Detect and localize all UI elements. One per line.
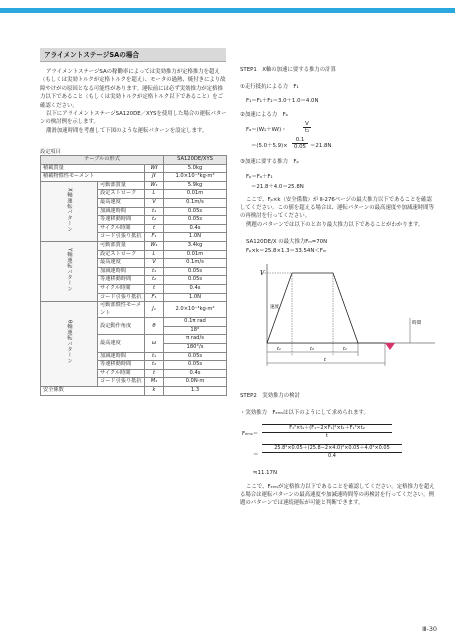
row-symbol: t [145,369,164,378]
fraction: $\frac{\text{25.8²×0.05＋(25.8−2×4.0)²×0.05＋4.0²×0.05}}{0.4}$ [262,444,402,459]
table-row [41,387,227,396]
row-value: π rad/s 180°/s [164,335,227,352]
step2-title: STEP2 実効推力の検討 [240,393,300,399]
step1-s3: ③加速に要する推力 Fₚ [240,159,299,165]
page-number: Ⅲ-30 [422,625,437,633]
row-symbol: k [145,387,164,396]
row-symbol: Wℓ [145,164,164,173]
row-value: 1.3 [164,387,227,396]
table-row [41,181,227,190]
row-value: 0.05s [164,352,227,361]
step1-p1: ここで、Fₚ×k（安全係数）が Ⅱ-276ページの最大推力以下であることを確認してください。この値を超える場合は、運転パターンの最高速度や加減速時間等の再検討を行ってください。 [240,197,434,219]
row-symbol: t₁ [145,207,164,216]
step1-s2: ②加速による力 Fₐ [240,112,288,118]
row-symbol: F₁ [145,293,164,302]
row-value: 0.1m/s [164,198,227,207]
step2-p1: ここで、Fₑₘₛが定格推力以下であることを確認してください。定格推力を超える場合は運転パターンの最高速度や加減速時間等の再検討を行ってください。例題のパターンでは連続運転が可能と判断できます。 [240,484,435,506]
row-label: 等速移動時間 [98,216,145,225]
row-symbol: t [145,224,164,233]
step1-f2a: Fₐ＝(W₁＋Wℓ)・ [246,127,287,133]
step1-title: STEP1 X軸の加速に要する推力の計算 [240,67,336,73]
row-value: 5.9kg [164,181,227,190]
row-value: 1.0N [164,293,227,302]
conditions-title: 設定項目 [40,149,61,155]
row-label: 積載質量 [41,164,145,173]
row-symbol: L [145,250,164,259]
velocity-profile-diagram [240,258,440,368]
row-label: 設定動作角度 [98,318,145,335]
row-symbol: L [145,190,164,199]
row-symbol: t₂ [145,276,164,285]
row-label: 等速移動時間 [98,361,145,370]
row-label: 最高速度 [98,198,145,207]
time-label: 時間 [412,321,422,326]
step1-p4: Fₚ×k＝25.8×1.3＝33.54N＜Fₘ [246,248,327,254]
row-value: 0.4s [164,369,227,378]
row-value: 0.01m [164,190,227,199]
row-value: 2.0×10⁻⁴kg·m² [164,302,227,318]
group-label: θ軸運転パターン [41,302,98,387]
step2-f3: ≒11.17N [253,470,277,476]
row-label: サイクル時間 [98,224,145,233]
step2-s1: ・実効推力 Fₑₘₛは以下のようにして求められます。 [240,410,369,416]
row-symbol: t₂ [145,216,164,225]
step1-s1: ①走行抵抗による力 F₁ [240,84,299,90]
row-label: 等速移動時間 [98,276,145,285]
row-value: 3.4kg [164,241,227,250]
row-symbol: Jℓ [145,173,164,182]
row-value: 0.05s [164,276,227,285]
row-label: 加減速時間 [98,267,145,276]
row-label: コード引張り抵抗 [98,378,145,387]
row-symbol: ω [145,335,164,352]
row-value: 0.05s [164,216,227,225]
table-head: SA120DE/XYS [164,156,227,165]
fraction: $\frac{V}{\text{t₁}}$ [304,121,310,134]
row-value: 0.4s [164,224,227,233]
t2-label: t₂ [310,346,315,352]
intro-paragraph: 潮滑加速時間を考慮して下図のような運転パターンを設定します。 [46,127,208,134]
step1-f2b: ＝(5.0＋5.9)× [251,143,288,149]
row-symbol: W₁ [145,181,164,190]
row-symbol: t₁ [145,352,164,361]
row-value: 1.0×10⁻³kg·m² [164,173,227,182]
step1-f3b: ＝21.8＋4.0＝25.8N [251,184,304,190]
row-label: 最高速度 [98,335,145,352]
v-label: V [260,270,265,277]
intro-paragraph: アライメントステージSAの稼働率によっては実効推力が定格推力を超え（もしくは実効トルクが定格トルクを超え）、モータの過熱、焼付きにより故障やけがの原因となる可能性があります。運転前には必ず実効推力が定格推力以下であること（もしくは実効トルクが定格トルク以下であること）をご確認ください。 [40,69,226,109]
row-value: 1.0N [164,233,227,242]
fraction: $\frac{\text{F₁²×t₁＋(F₁−2×F₁)²×t₁＋F₁²×t₂}}{t}$ [262,424,392,439]
row-label: 積載物慣性モーメント [41,173,145,182]
table-head: テーブルの形式 [41,156,164,165]
row-label: 可動部慣性モーメント [98,302,145,318]
row-value: 0.4s [164,284,227,293]
row-label: コード引張り抵抗 [98,233,145,242]
speed-label: 速度 [270,305,280,310]
table-row [41,241,227,250]
row-value: 0.0N·m [164,378,227,387]
row-label: 加減速時間 [98,352,145,361]
row-label: 設定ストローク [98,250,145,259]
row-label: 安全係数 [41,387,145,396]
top-accent-bar [0,8,455,13]
row-value: 5.0kg [164,164,227,173]
row-label: 可動部質量 [98,181,145,190]
row-symbol: J₁ [145,302,164,318]
row-label: 加減速時間 [98,207,145,216]
intro-text [40,68,227,135]
row-label: コード引張り抵抗 [98,293,145,302]
row-label: サイクル時間 [98,369,145,378]
row-symbol: t₁ [145,267,164,276]
table-row [41,164,227,173]
group-label: Y軸運転パターン [41,241,98,301]
row-value: 0.1m/s [164,259,227,268]
step1-f2c: ＝21.8N [310,143,332,149]
profile-return-marker [385,343,395,350]
row-symbol: V [145,198,164,207]
row-symbol: V [145,259,164,268]
row-value: 0.05s [164,207,227,216]
t3-label: t₁ [343,346,348,352]
row-label: 最高速度 [98,259,145,268]
table-row [41,302,227,318]
row-value: 0.01m [164,250,227,259]
row-symbol: F₁ [145,233,164,242]
row-value: 0.05s [164,361,227,370]
row-symbol: t [145,284,164,293]
fraction: $\frac{0.1}{0.05}$ [293,137,306,150]
trapezoid-profile [267,273,358,343]
row-symbol: θ [145,318,164,335]
row-value: 0.05s [164,267,227,276]
row-symbol: M₁ [145,378,164,387]
row-symbol: W₁ [145,241,164,250]
step1-f1: F₁＝F₁＋F₂＝3.0＋1.0＝4.0N [246,98,319,104]
t-label: t [324,357,327,363]
step1-p3: SA120DE/X の最大推力Fₘ=70N [246,239,328,245]
group-label: X軸運転パターン [41,181,98,241]
step1-f3a: Fₚ＝Fₐ＋F₁ [246,174,273,180]
row-label: 設定ストローク [98,190,145,199]
step2-f1l: Fₑₘₛ＝ [242,431,259,437]
t1-label: t₁ [277,346,282,352]
step1-p2: 例題のパターンでは以下のとおり最大推力以下であることがわかります。 [246,222,424,228]
table-row [41,173,227,182]
row-symbol: t₂ [145,361,164,370]
row-value: 0.1π rad 18° [164,318,227,335]
section-header [40,48,226,62]
section-title: アライメントステージSAの場合 [44,51,139,59]
conditions-table [40,155,227,396]
row-label: サイクル時間 [98,284,145,293]
intro-paragraph: 以下にアライメントステージSA120DE／XYSを使用した場合の運転パターンの検討例を示します。 [40,111,227,126]
row-label: 可動部質量 [98,241,145,250]
